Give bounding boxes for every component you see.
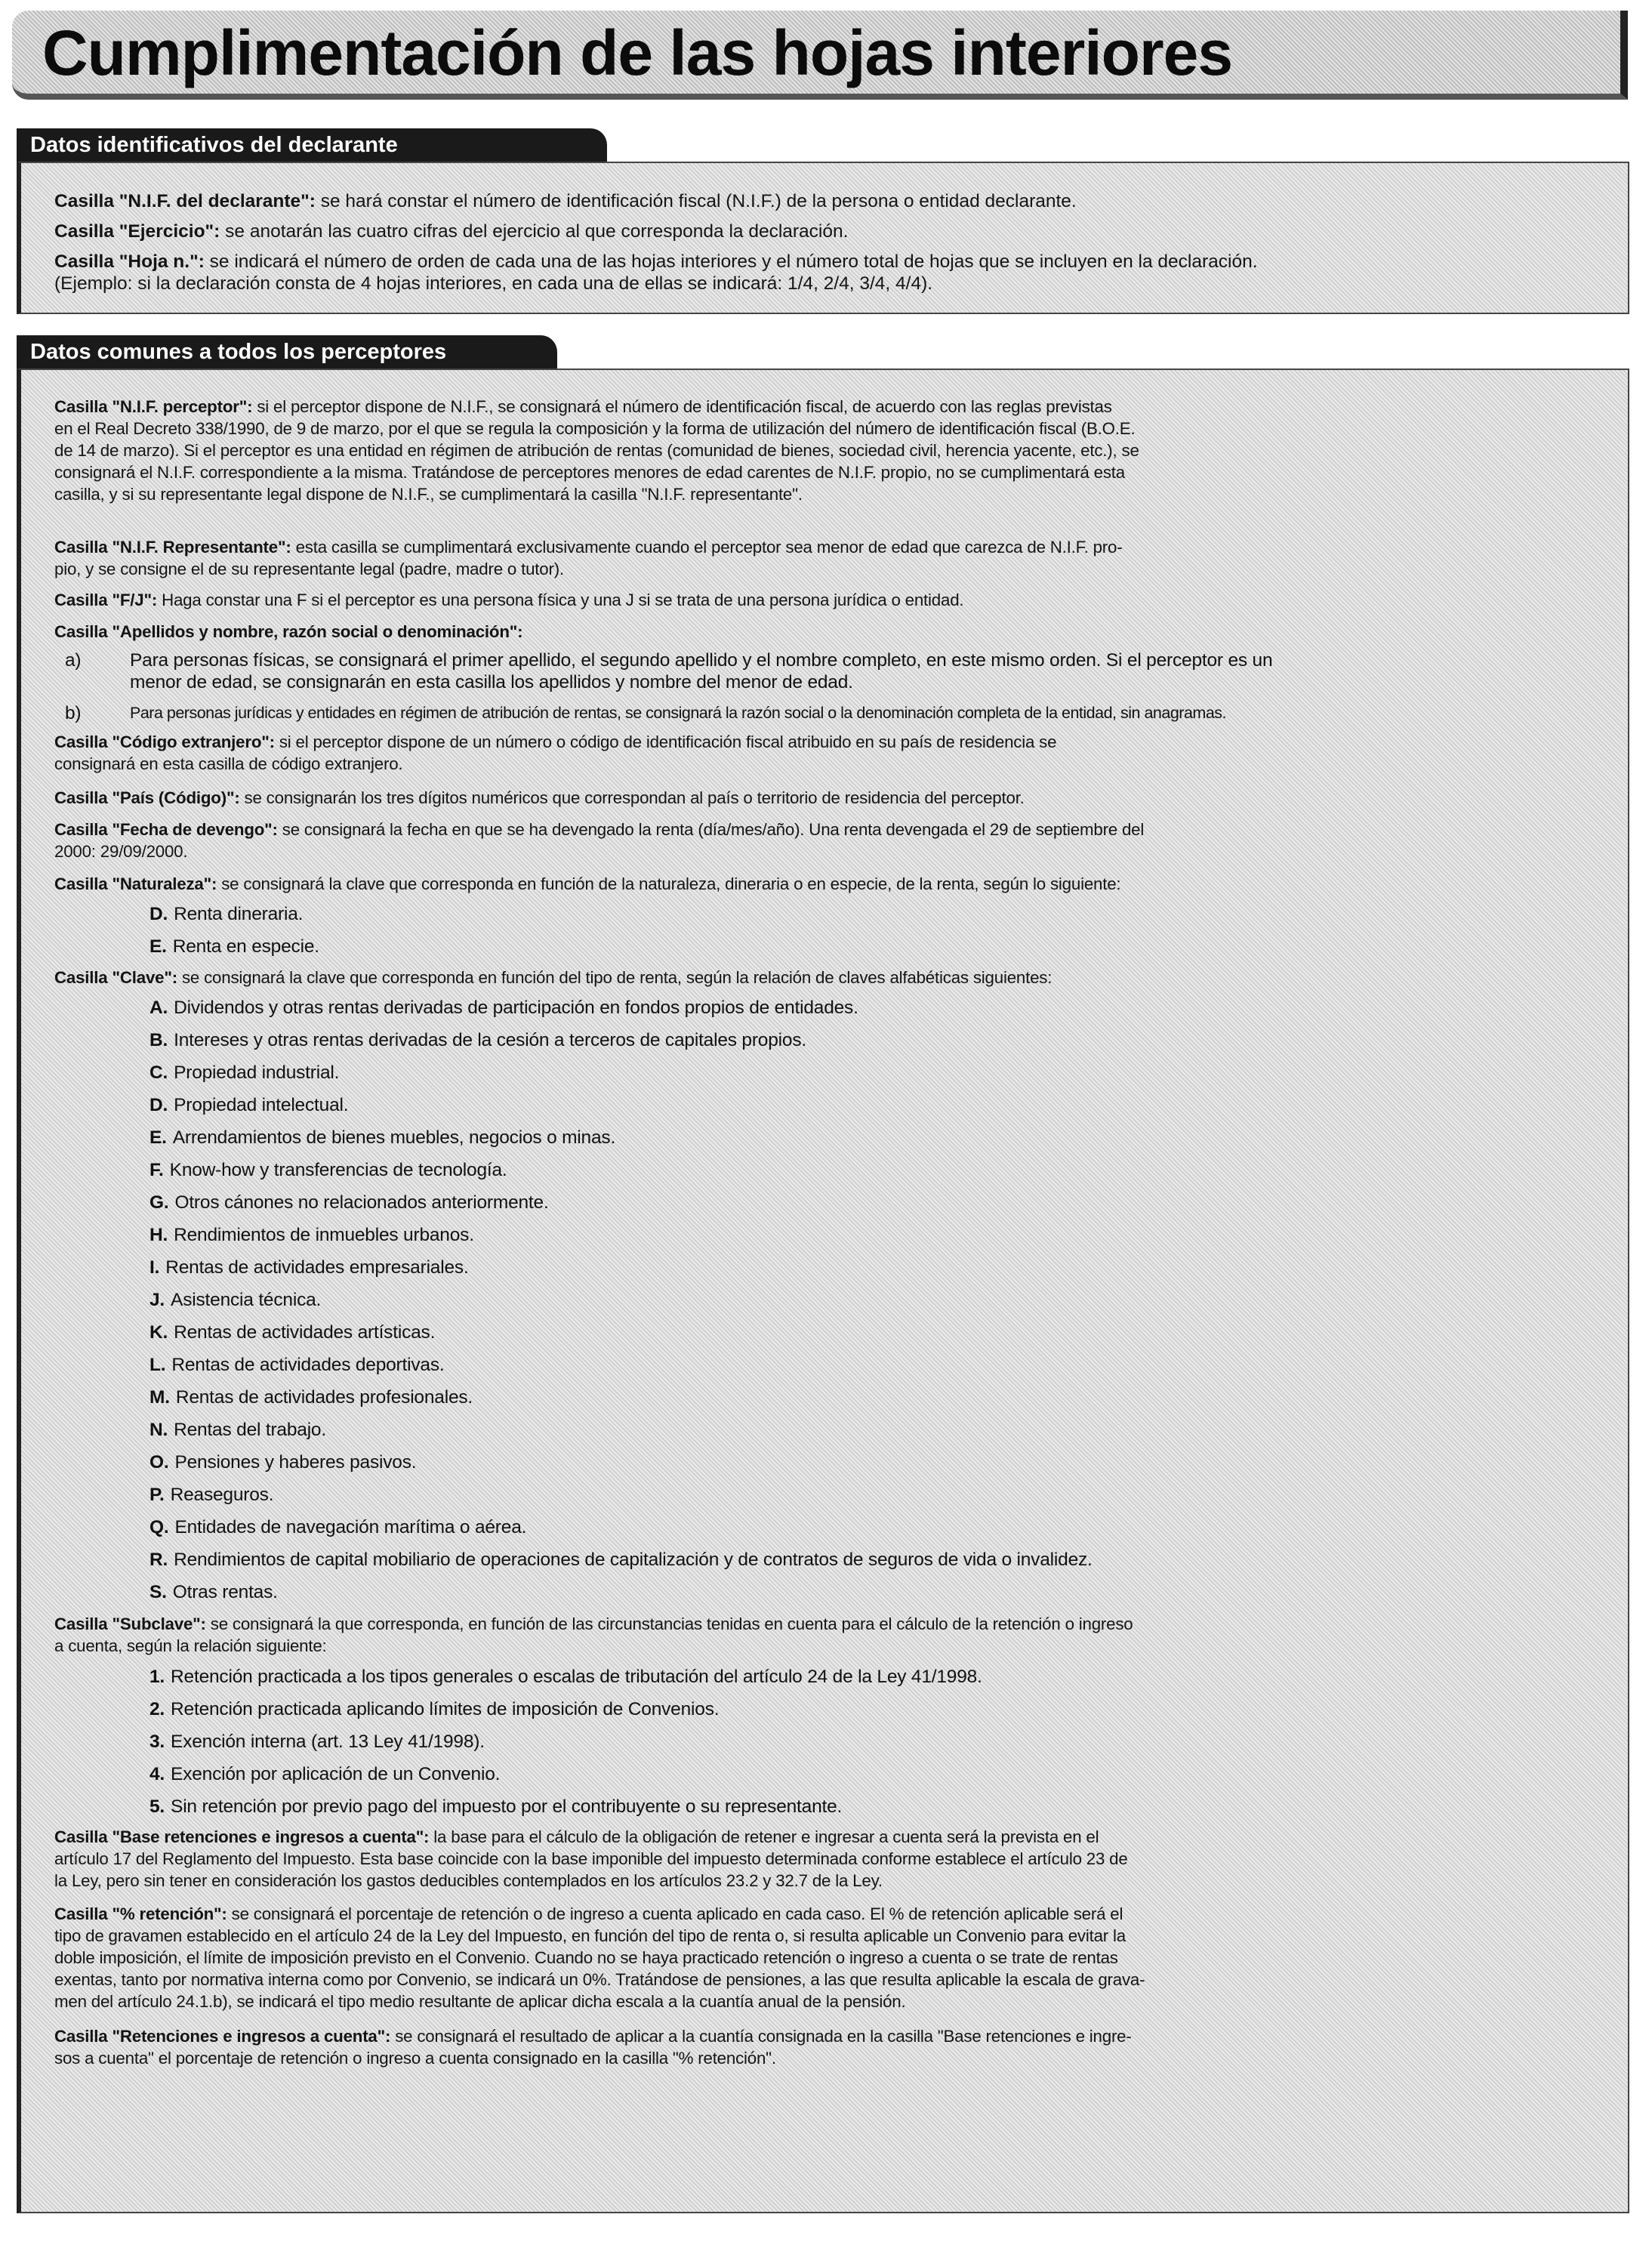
field-text: consignará el N.I.F. correspondiente a la misma. Tratándose de perceptores menores de edad carentes de N.I.F. propio, no se cumplimentará esta — [54, 463, 1125, 482]
field-label: Casilla "Fecha de devengo": — [54, 820, 278, 839]
list-item-text: Renta dineraria. — [174, 904, 304, 924]
field-text: artículo 17 del Reglamento del Impuesto. Esta base coincide con la base imponible del impuesto determinada conforme establece el artículo 23 de — [54, 1849, 1128, 1868]
paragraph-nif-perceptor — [54, 396, 1605, 505]
list-item-key: C. — [149, 1062, 168, 1083]
list-item-key: A. — [149, 998, 168, 1018]
list-item-key: R. — [149, 1550, 168, 1570]
list-item — [149, 1029, 806, 1051]
list-item-key: O. — [149, 1452, 169, 1473]
field-label: Casilla "País (Código)": — [54, 788, 240, 807]
field-label: Casilla "Subclave": — [54, 1614, 206, 1633]
list-item-key: 2. — [149, 1699, 165, 1719]
list-item — [149, 1354, 445, 1376]
list-item — [149, 1257, 469, 1278]
list-item-key: b) — [65, 703, 82, 723]
field-text: se consignará el porcentaje de retención o de ingreso a cuenta aplicado en cada caso. El % de retención aplicable será el — [227, 1904, 1123, 1923]
title-banner — [12, 11, 1628, 100]
paragraph-fj — [54, 589, 1605, 611]
list-item-text: Renta en especie. — [172, 936, 319, 957]
list-item — [149, 1062, 339, 1084]
list-item — [149, 936, 319, 958]
list-item-text: Propiedad industrial. — [174, 1062, 340, 1083]
list-item-key: Q. — [149, 1517, 169, 1537]
list-item — [149, 997, 858, 1019]
list-item — [149, 1192, 549, 1214]
field-text: Para personas jurídicas y entidades en régimen de atribución de rentas, se consignará la razón social o la denominación completa de la entidad, sin anagramas. — [130, 704, 1226, 722]
list-item-text: Otras rentas. — [172, 1582, 278, 1602]
field-text: se consignará la clave que corresponda en función de la naturaleza, dineraria o en especie, de la renta, según lo siguiente: — [217, 874, 1121, 893]
list-item-text: Exención por aplicación de un Convenio. — [171, 1764, 501, 1784]
list-item-key: I. — [149, 1257, 160, 1278]
paragraph-nif-declarante — [54, 190, 1605, 212]
list-item — [149, 1516, 526, 1538]
list-item-key: G. — [149, 1192, 169, 1213]
field-label: Casilla "Naturaleza": — [54, 874, 217, 893]
section-perceptores — [17, 369, 1629, 2213]
list-item — [149, 1419, 326, 1441]
list-item-key: B. — [149, 1030, 168, 1050]
field-text: se anotarán las cuatro cifras del ejercicio al que corresponda la declaración. — [220, 221, 849, 242]
list-item — [149, 1094, 348, 1116]
list-item-text: Intereses y otras rentas derivadas de la cesión a terceros de capitales propios. — [174, 1030, 806, 1050]
list-item-key: a) — [65, 650, 82, 671]
list-item-text: Propiedad intelectual. — [174, 1095, 349, 1115]
field-text: pio, y se consigne el de su representante legal (padre, madre o tutor). — [54, 560, 564, 578]
list-item-text: Entidades de navegación marítima o aérea. — [174, 1517, 527, 1537]
list-item — [149, 1698, 719, 1720]
paragraph-nif-representante — [54, 536, 1605, 580]
paragraph-fecha-devengo — [54, 819, 1605, 862]
list-item-text: Rendimientos de capital mobiliario de operaciones de capitalización y de contratos de seguros de vida o invalidez. — [174, 1550, 1093, 1570]
field-text: sos a cuenta" el porcentaje de retención o ingreso a cuenta consignado en la casilla "% retención". — [54, 2049, 776, 2068]
list-item-text: Otros cánones no relacionados anteriormente. — [174, 1192, 549, 1213]
list-item — [54, 649, 1605, 695]
field-text: (Ejemplo: si la declaración consta de 4 hojas interiores, en cada una de ellas se indicará: 1/4, 2/4, 3/4, 4/4). — [54, 273, 933, 294]
list-item-key: N. — [149, 1420, 168, 1440]
section-header-perceptores: Datos comunes a todos los perceptores — [17, 335, 557, 369]
list-item-text: Arrendamientos de bienes muebles, negocios o minas. — [172, 1127, 616, 1148]
field-text: si el perceptor dispone de N.I.F., se consignará el número de identificación fiscal, de acuerdo con las reglas previstas — [252, 397, 1112, 416]
list-item-key: D. — [149, 1095, 168, 1115]
list-item — [149, 1386, 473, 1408]
list-item-text: Retención practicada a los tipos generales o escalas de tributación del artículo 24 de la Ley 41/1998. — [171, 1667, 982, 1687]
field-text: exentas, tanto por normativa interna como por Convenio, se indicará un 0%. Tratándose de pensiones, a las que resulta aplicable la escala de grava- — [54, 1970, 1145, 1989]
paragraph-base-retenciones — [54, 1826, 1605, 1892]
field-text: doble imposición, el límite de imposición previsto en el Convenio. Cuando no se haya practicado retención o ingreso a cuenta o se trate de rentas — [54, 1948, 1118, 1967]
field-text: la base para el cálculo de la obligación de retener e ingresar a cuenta será la prevista en el — [429, 1827, 1099, 1846]
list-item-key: M. — [149, 1387, 170, 1408]
list-item-key: P. — [149, 1485, 165, 1505]
paragraph-naturaleza — [54, 873, 1605, 895]
list-item-text: Retención practicada aplicando límites de imposición de Convenios. — [171, 1699, 720, 1719]
list-item-text: Rentas del trabajo. — [174, 1420, 326, 1440]
field-label: Casilla "Clave": — [54, 968, 177, 987]
list-item-text: Rentas de actividades artísticas. — [174, 1322, 436, 1343]
paragraph-retenciones-ingresos — [54, 2025, 1605, 2069]
list-item — [149, 1224, 474, 1246]
paragraph-codigo-extranjero — [54, 731, 1605, 775]
list-item — [54, 702, 1605, 725]
section-header-declarante: Datos identificativos del declarante — [17, 128, 607, 162]
field-text: Para personas físicas, se consignará el primer apellido, el segundo apellido y el nombre completo, en este mismo orden. Si el perceptor es un — [130, 650, 1273, 671]
list-item-text: Sin retención por previo pago del impuesto por el contribuyente o su representante. — [171, 1796, 843, 1817]
list-item-key: K. — [149, 1322, 168, 1343]
list-item-text: Rentas de actividades profesionales. — [175, 1387, 473, 1408]
field-label: Casilla "N.I.F. perceptor": — [54, 397, 253, 416]
list-item — [149, 1484, 273, 1506]
list-item — [149, 1796, 842, 1818]
list-item — [149, 1731, 485, 1753]
list-item-key: S. — [149, 1582, 167, 1602]
field-label: Casilla "Apellidos y nombre, razón social o denominación": — [54, 622, 523, 641]
list-item — [149, 1763, 500, 1785]
list-item-text: Pensiones y haberes pasivos. — [174, 1452, 417, 1473]
field-text: la Ley, pero sin tener en consideración los gastos deducibles contemplados en los artículos 23.2 y 32.7 de la Ley. — [54, 1871, 883, 1890]
field-label: Casilla "Código extranjero": — [54, 732, 275, 751]
list-item-text: Dividendos y otras rentas derivadas de participación en fondos propios de entidades. — [174, 998, 858, 1018]
list-item — [149, 1321, 435, 1343]
list-item — [149, 1289, 321, 1311]
paragraph-subclave — [54, 1613, 1605, 1657]
list-item-key: F. — [149, 1160, 164, 1180]
list-item-text: Exención interna (art. 13 Ley 41/1998). — [171, 1732, 485, 1752]
list-item-key: J. — [149, 1290, 165, 1310]
list-item-text: Reaseguros. — [170, 1485, 274, 1505]
section-declarante — [17, 162, 1629, 314]
field-text: tipo de gravamen establecido en el artículo 24 de la Ley del Impuesto, en función del tipo de renta o, si resulta aplicable un Convenio para evitar la — [54, 1926, 1126, 1945]
field-text: se hará constar el número de identificación fiscal (N.I.F.) de la persona o entidad declarante. — [315, 191, 1077, 211]
field-text: se consignará el resultado de aplicar a la cuantía consignada en la casilla "Base retenciones e ingre- — [390, 2027, 1132, 2046]
list-item-key: D. — [149, 904, 168, 924]
page-title: Cumplimentación de las hojas interiores — [42, 17, 1233, 88]
field-text: Haga constar una F si el perceptor es una persona física y una J si se trata de una persona jurídica o entidad. — [157, 591, 964, 609]
field-text: se consignará la fecha en que se ha devengado la renta (día/mes/año). Una renta devengada el 29 de septiembre del — [277, 820, 1145, 839]
list-item — [149, 1549, 1093, 1571]
field-label: Casilla "Ejercicio": — [54, 221, 220, 242]
list-item — [149, 1159, 507, 1181]
list-item-text: Rentas de actividades empresariales. — [165, 1257, 469, 1278]
field-text: a cuenta, según la relación siguiente: — [54, 1636, 327, 1655]
list-item — [149, 903, 303, 925]
paragraph-clave — [54, 967, 1605, 988]
field-label: Casilla "% retención": — [54, 1904, 227, 1923]
field-text: esta casilla se cumplimentará exclusivamente cuando el perceptor sea menor de edad que carezca de N.I.F. pro- — [291, 538, 1123, 557]
field-text: consignará en esta casilla de código extranjero. — [54, 754, 403, 773]
list-item — [149, 1451, 416, 1473]
list-item-key: 4. — [149, 1764, 165, 1784]
list-item — [149, 1666, 982, 1688]
list-item-key: 3. — [149, 1732, 165, 1752]
field-text: casilla, y si su representante legal dispone de N.I.F., se cumplimentará la casilla "N.I.F. representante". — [54, 485, 803, 504]
field-text: en el Real Decreto 338/1990, de 9 de marzo, por el que se regula la composición y la forma de utilización del número de identificación fiscal (B.O.E. — [54, 419, 1136, 438]
list-item-text: Rendimientos de inmuebles urbanos. — [174, 1225, 474, 1245]
list-item-key: 1. — [149, 1667, 165, 1687]
field-text: men del artículo 24.1.b), se indicará el tipo medio resultante de aplicar dicha escala a la cuantía anual de la pensión. — [54, 1992, 906, 2011]
list-item-key: L. — [149, 1355, 166, 1375]
list-item-key: H. — [149, 1225, 168, 1245]
paragraph-hoja — [54, 251, 1605, 295]
list-item-text: Know-how y transferencias de tecnología. — [169, 1160, 507, 1180]
list-item-key: E. — [149, 1127, 167, 1148]
list-item-text: Asistencia técnica. — [171, 1290, 322, 1310]
field-text: 2000: 29/09/2000. — [54, 842, 188, 861]
field-text: de 14 de marzo). Si el perceptor es una entidad en régimen de atribución de rentas (comunidad de bienes, sociedad civil, herencia yacente, etc.), se — [54, 441, 1139, 460]
paragraph-pais — [54, 787, 1605, 809]
paragraph-apellidos — [54, 621, 1605, 643]
field-text: se indicará el número de orden de cada una de las hojas interiores y el número total de hojas que se incluyen en la declaración. — [204, 251, 1258, 272]
field-label: Casilla "Base retenciones e ingresos a cuenta": — [54, 1827, 430, 1846]
field-label: Casilla "F/J": — [54, 591, 158, 609]
field-label: Casilla "N.I.F. del declarante": — [54, 191, 316, 211]
list-item — [149, 1581, 278, 1603]
field-label: Casilla "N.I.F. Representante": — [54, 538, 291, 557]
field-text: se consignarán los tres dígitos numéricos que correspondan al país o territorio de residencia del perceptor. — [239, 788, 1025, 807]
list-item-key: E. — [149, 936, 167, 957]
paragraph-ejercicio — [54, 220, 1605, 242]
list-item-key: 5. — [149, 1796, 165, 1817]
list-item-text: Rentas de actividades deportivas. — [171, 1355, 445, 1375]
field-label: Casilla "Retenciones e ingresos a cuenta": — [54, 2027, 391, 2046]
field-text: se consignará la clave que corresponda en función del tipo de renta, según la relación de claves alfabéticas siguientes: — [177, 968, 1053, 987]
field-text: menor de edad, se consignarán en esta casilla los apellidos y nombre del menor de edad. — [130, 672, 853, 692]
paragraph-porcentaje-retencion — [54, 1903, 1605, 2012]
field-label: Casilla "Hoja n.": — [54, 251, 205, 272]
field-text: se consignará la que corresponda, en función de las circunstancias tenidas en cuenta para el cálculo de la retención o ingreso — [205, 1614, 1133, 1633]
field-text: si el perceptor dispone de un número o código de identificación fiscal atribuido en su país de residencia se — [274, 732, 1057, 751]
list-item — [149, 1127, 615, 1149]
